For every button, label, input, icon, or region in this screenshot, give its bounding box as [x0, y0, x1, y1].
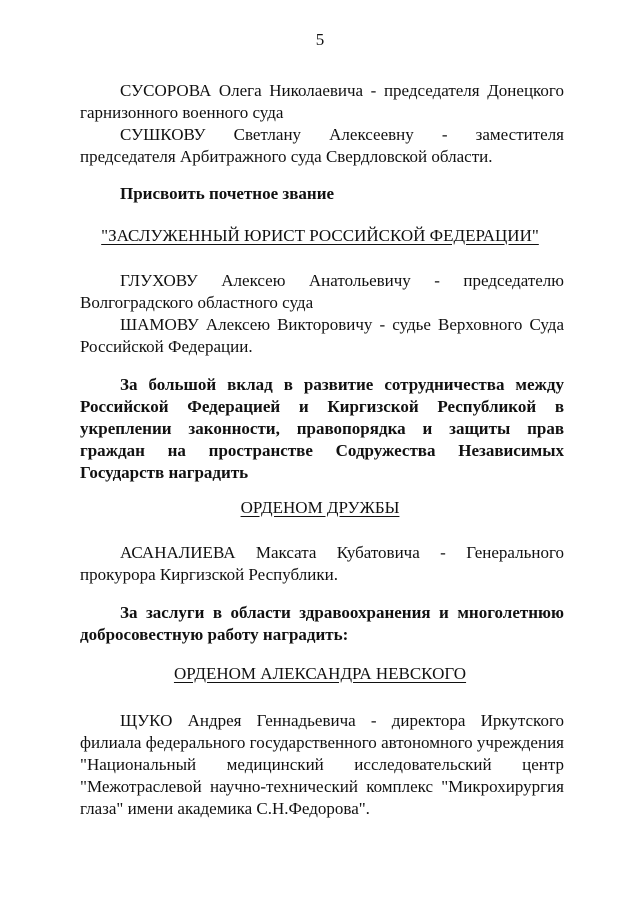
separator: -: [372, 315, 393, 334]
person-role: директора Иркутского филиала федерального государственного автономного учреждения "Национальный медицинский исследовательский центр "Межотраслевой научно-технический комплекс "Микрохирургия глаза" имени академика С.Н.Федорова".: [80, 711, 564, 818]
paragraph-health: За заслуги в области здравоохранения и многолетнюю добросовестную работу наградить:: [80, 603, 564, 644]
separator: -: [434, 271, 440, 290]
person-role: председателя Донецкого гарнизонного военного суда: [80, 81, 564, 122]
heading-assign-title: Присвоить почетное звание: [120, 184, 335, 203]
person-name-part: Алексею: [221, 271, 286, 290]
separator: -: [419, 543, 467, 562]
person-name: ШАМОВУ Алексею Викторовичу: [120, 315, 373, 334]
glukhov-line-1: [80, 270, 564, 292]
order-nevsky-text: ОРДЕНОМ АЛЕКСАНДРА НЕВСКОГО: [173, 664, 467, 683]
person-role: судье Верховного Суда Российской Федерации.: [80, 315, 564, 356]
person-name: ГЛУХОВУ: [120, 271, 198, 290]
award-entry-sushkova: [80, 124, 564, 168]
person-name: ЩУКО Андрея Геннадьевича: [120, 711, 356, 730]
award-entry-asanaliev: [80, 542, 564, 586]
person-role-continued: Волгоградского областного суда: [80, 293, 314, 312]
award-entry-susorov: [80, 80, 564, 124]
person-name: АСАНАЛИЕВА Максата Кубатовича: [120, 543, 420, 562]
separator: -: [413, 125, 476, 144]
person-role: заместителя председателя Арбитражного суда Свердловской области.: [80, 125, 564, 166]
person-name-part: Анатольевичу: [308, 271, 411, 290]
person-name: СУСОРОВА Олега Николаевича: [120, 81, 364, 100]
separator: -: [355, 711, 392, 730]
person-name: СУШКОВУ Светлану Алексеевну: [120, 125, 414, 144]
person-role: председателю: [463, 271, 564, 290]
order-friendship-text: ОРДЕНОМ ДРУЖБЫ: [240, 498, 400, 517]
person-role: Генерального прокурора Киргизской Республики.: [80, 543, 564, 584]
paragraph-cooperation: За большой вклад в развитие сотрудничества между Российской Федерацией и Киргизской Республикой в укреплении законности, правопорядка и защиты прав граждан на пространстве Содружества Независимых Государств наградить: [80, 375, 564, 482]
award-entry-glukhov: [80, 270, 564, 314]
order-nevsky-heading: [0, 664, 640, 684]
award-entry-shamov: [80, 314, 564, 358]
order-friendship-heading: [0, 498, 640, 518]
award-entry-shchuko: [80, 710, 564, 820]
honorary-title-text: "ЗАСЛУЖЕННЫЙ ЮРИСТ РОССИЙСКОЙ ФЕДЕРАЦИИ": [101, 226, 539, 245]
page-number: 5: [315, 30, 325, 49]
separator: -: [363, 81, 384, 100]
honorary-title-heading: [0, 226, 640, 246]
